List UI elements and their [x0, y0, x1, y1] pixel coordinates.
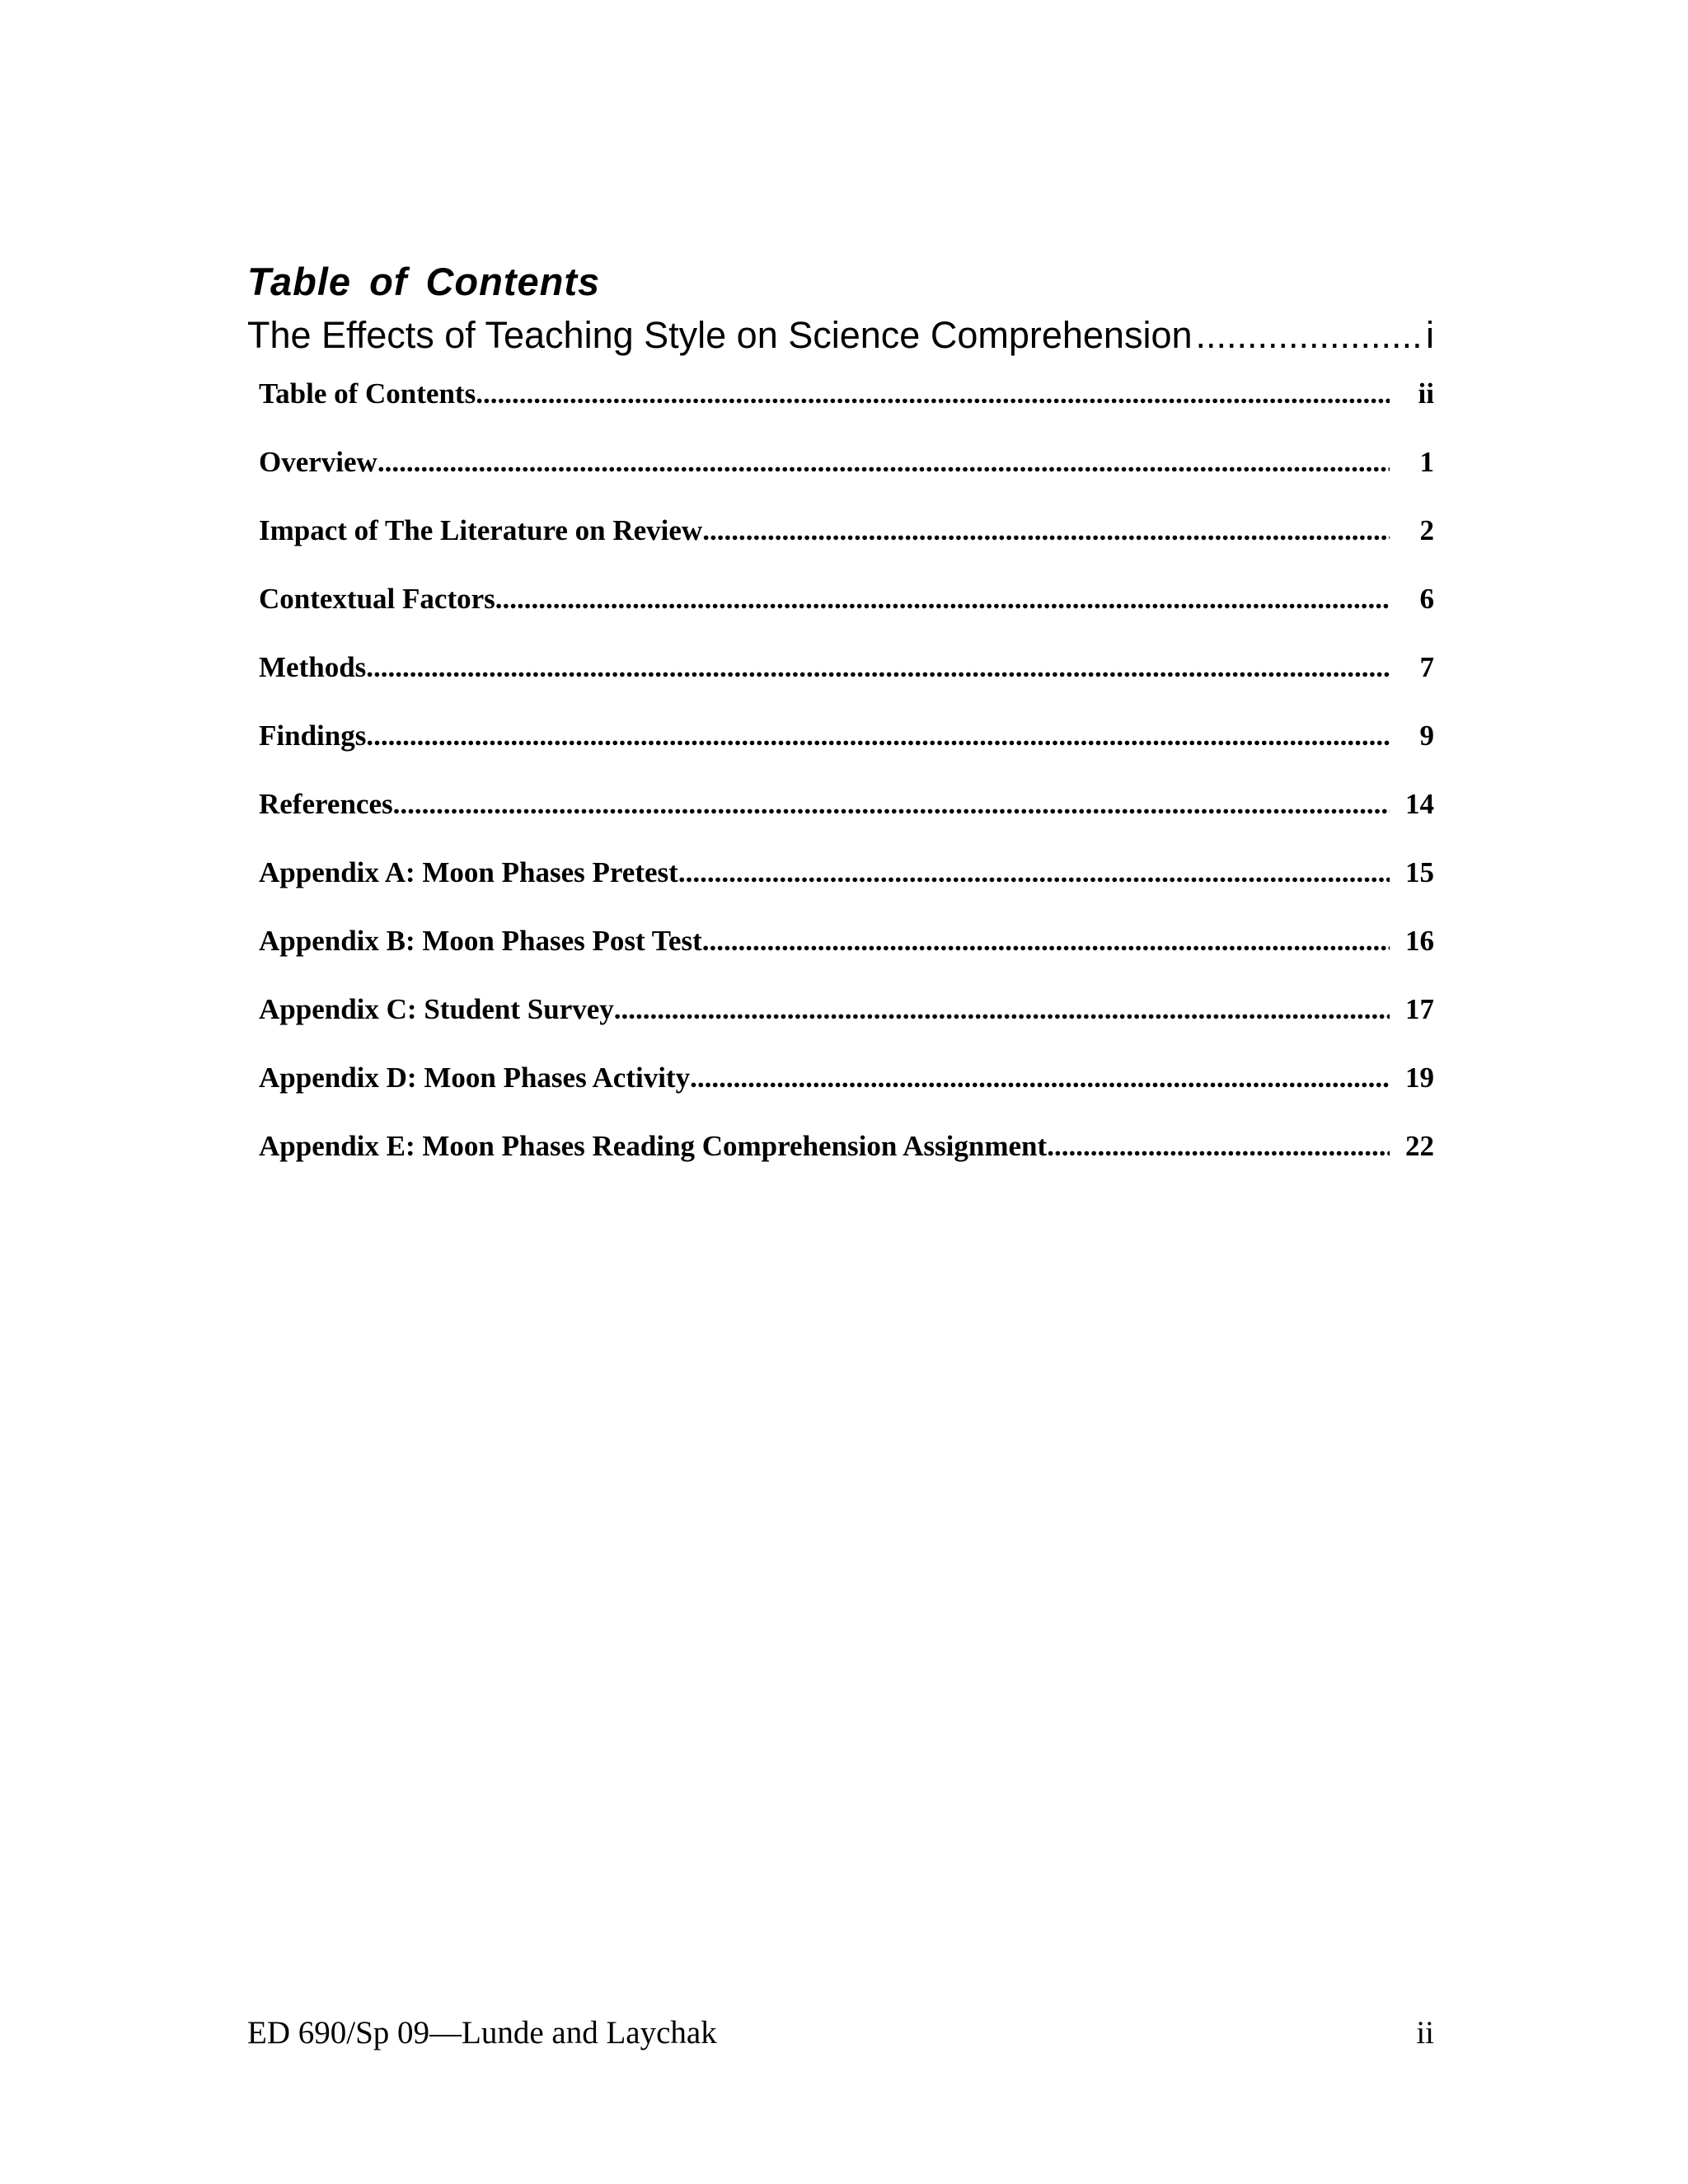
document-title-page-number: i [1426, 314, 1434, 356]
document-title-entry[interactable] [247, 315, 1434, 356]
toc-entry-page-number: 14 [1405, 788, 1434, 820]
toc-entry[interactable] [259, 373, 1434, 441]
toc-entry-text: Overview [259, 446, 377, 478]
toc-entry-text: References [259, 788, 393, 820]
toc-entry-text: Appendix E: Moon Phases Reading Comprehension Assignment [259, 1130, 1048, 1162]
toc-heading: Table of Contents [247, 260, 601, 303]
toc-entry-page-number: 16 [1405, 925, 1434, 957]
toc-entry[interactable] [259, 783, 1434, 851]
toc-entry[interactable] [259, 578, 1434, 646]
dot-leader [495, 578, 1390, 621]
document-title-text: The Effects of Teaching Style on Science Comprehension [247, 314, 1193, 356]
dot-leader [1196, 315, 1423, 356]
dot-leader [702, 509, 1390, 552]
toc-entry-page-number: 15 [1405, 856, 1434, 888]
toc-entry-text: Appendix D: Moon Phases Activity [259, 1062, 691, 1094]
toc-entry-text: Contextual Factors [259, 583, 495, 615]
toc-entry-page-number: 19 [1405, 1062, 1434, 1094]
dot-leader [366, 715, 1390, 757]
toc-entry[interactable] [259, 1125, 1434, 1193]
toc-entry[interactable] [259, 1057, 1434, 1125]
dot-leader [678, 851, 1390, 894]
dot-leader [476, 373, 1390, 415]
toc-entry-page-number: 7 [1419, 651, 1434, 683]
dot-leader [377, 441, 1390, 484]
dot-leader [702, 920, 1390, 963]
toc-entry[interactable] [259, 851, 1434, 920]
toc-entry-list [259, 373, 1434, 1193]
toc-entry-page-number: ii [1418, 377, 1434, 410]
toc-entry-page-number: 6 [1419, 583, 1434, 615]
toc-entry[interactable] [259, 441, 1434, 509]
dot-leader [614, 988, 1390, 1031]
toc-entry-page-number: 9 [1419, 719, 1434, 752]
toc-entry-page-number: 2 [1419, 514, 1434, 546]
dot-leader [393, 783, 1390, 826]
toc-entry-page-number: 22 [1405, 1130, 1434, 1162]
toc-entry-text: Methods [259, 651, 367, 683]
footer-course-authors: ED 690/Sp 09—Lunde and Laychak [247, 2015, 717, 2050]
toc-entry-text: Impact of The Literature on Review [259, 514, 703, 546]
dot-leader [366, 646, 1390, 689]
toc-entry[interactable] [259, 988, 1434, 1057]
toc-entry-page-number: 1 [1419, 446, 1434, 478]
page-footer [247, 2014, 1434, 2053]
toc-entry[interactable] [259, 646, 1434, 715]
toc-entry[interactable] [259, 920, 1434, 988]
toc-entry-text: Findings [259, 719, 367, 752]
toc-entry-text: Appendix C: Student Survey [259, 993, 614, 1025]
toc-entry[interactable] [259, 715, 1434, 783]
toc-entry-text: Table of Contents [259, 377, 476, 410]
toc-entry-text: Appendix A: Moon Phases Pretest [259, 856, 678, 888]
dot-leader [1047, 1125, 1390, 1168]
footer-page-number: ii [1416, 2015, 1434, 2050]
dot-leader [690, 1057, 1390, 1099]
toc-entry-page-number: 17 [1405, 993, 1434, 1025]
toc-entry-text: Appendix B: Moon Phases Post Test [259, 925, 702, 957]
toc-entry[interactable] [259, 509, 1434, 578]
